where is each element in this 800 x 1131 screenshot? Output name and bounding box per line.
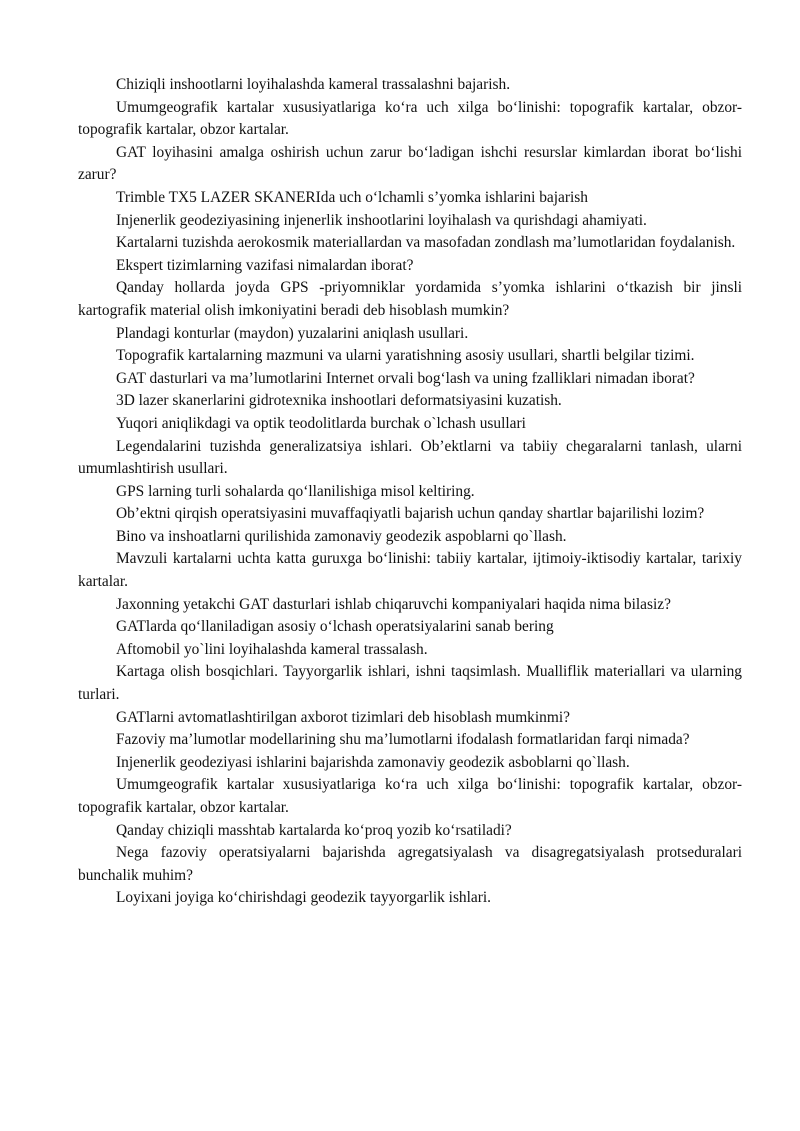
paragraph-6: Kartalarni tuzishda aerokosmik materiallardan va masofadan zondlash ma’lumotlaridan foydalanish. [116,234,736,252]
paragraph-23: GATlarni avtomatlashtirilgan axborot tizimlari deb hisoblash mumkinmi? [116,708,570,726]
paragraph-2: Umumgeografik kartalar xususiyatlariga ko‘ra uch xilga bo‘linishi: topografik kartalar, obzor-topografik kartalar, obzor kartalar. [78,98,742,139]
paragraph-29: Loyixani joyiga ko‘chirishdagi geodezik tayyorgarlik ishlari. [116,889,491,907]
paragraph-22: Kartaga olish bosqichlari. Tayyorgarlik ishlari, ishni taqsimlash. Mualliflik materiallari va ularning turlari. [78,663,742,704]
paragraph-19: Jaxonning yetakchi GAT dasturlari ishlab chiqaruvchi kompaniyalari haqida nima bilasiz? [116,595,671,613]
paragraph-27: Qanday chiziqli masshtab kartalarda ko‘proq yozib ko‘rsatiladi? [116,821,512,839]
paragraph-15: GPS larning turli sohalarda qo‘llanilishiga misol keltiring. [116,482,475,500]
paragraph-10: Topografik kartalarning mazmuni va ularni yaratishning asosiy usullari, shartli belgilar tizimi. [116,347,695,365]
document-page [78,74,742,910]
paragraph-20: GATlarda qo‘llaniladigan asosiy o‘lchash operatsiyalarini sanab bering [116,618,554,636]
paragraph-28: Nega fazoviy operatsiyalarni bajarishda agregatsiyalash va disagregatsiyalash protseduralari bunchalik muhim? [78,844,742,884]
paragraph-5: Injenerlik geodeziyasining injenerlik inshootlarini loyihalash va qurishdagi ahamiyati. [116,211,647,229]
paragraph-13: Yuqori aniqlikdagi va optik teodolitlarda burchak o`lchash usullari [116,414,526,432]
paragraph-1: Chiziqli inshootlarni loyihalashda kameral trassalashni bajarish. [116,76,511,93]
paragraph-17: Bino va inshoatlarni qurilishida zamonaviy geodezik aspoblarni qo`llash. [116,527,567,545]
paragraph-21: Aftomobil yo`lini loyihalashda kameral trassalash. [116,640,428,658]
paragraph-12: 3D lazer skanerlarini gidrotexnika inshootlari deformatsiyasini kuzatish. [116,392,562,410]
paragraph-18: Mavzuli kartalarni uchta katta guruxga bo‘linishi: tabiiy kartalar, ijtimoiy-iktisodiy kartalar, tarixiy kartalar. [78,550,742,591]
paragraph-9: Plandagi konturlar (maydon) yuzalarini aniqlash usullari. [116,324,469,342]
paragraph-16: Ob’ektni qirqish operatsiyasini muvaffaqiyatli bajarish uchun qanday shartlar bajarilishi lozim? [116,505,705,523]
paragraph-11: GAT dasturlari va ma’lumotlarini Internet orvali bog‘lash va uning fzalliklari nimadan iborat? [116,369,695,387]
paragraph-26: Umumgeografik kartalar xususiyatlariga ko‘ra uch xilga bo‘linishi: topografik kartalar, obzor-topografik kartalar, obzor kartalar. [78,776,742,816]
paragraph-24: Fazoviy ma’lumotlar modellarining shu ma’lumotlarni ifodalash formatlaridan farqi nimada? [116,731,690,749]
paragraph-3: GAT loyihasini amalga oshirish uchun zarur bo‘ladigan ishchi resurslar kimlardan iborat bo‘lishi zarur? [78,143,742,184]
paragraph-8: Qanday hollarda joyda GPS -priyomniklar yordamida s’yomka ishlarini o‘tkazish bir jinsli kartografik material olish imkoniyatini beradi deb hisoblash mumkin? [78,279,742,319]
paragraph-14: Legendalarini tuzishda generalizatsiya ishlari. Ob’ektlarni va tabiiy chegaralarni tanlash, ularni umumlashtirish usullari. [78,437,742,478]
paragraph-7: Ekspert tizimlarning vazifasi nimalardan iborat? [116,256,414,274]
paragraph-25: Injenerlik geodeziyasi ishlarini bajarishda zamonaviy geodezik asboblarni qo`llash. [116,753,630,771]
paragraph-4: Trimble TX5 LAZER SKANERIda uch o‘lchamli s’yomka ishlarini bajarish [116,188,588,206]
